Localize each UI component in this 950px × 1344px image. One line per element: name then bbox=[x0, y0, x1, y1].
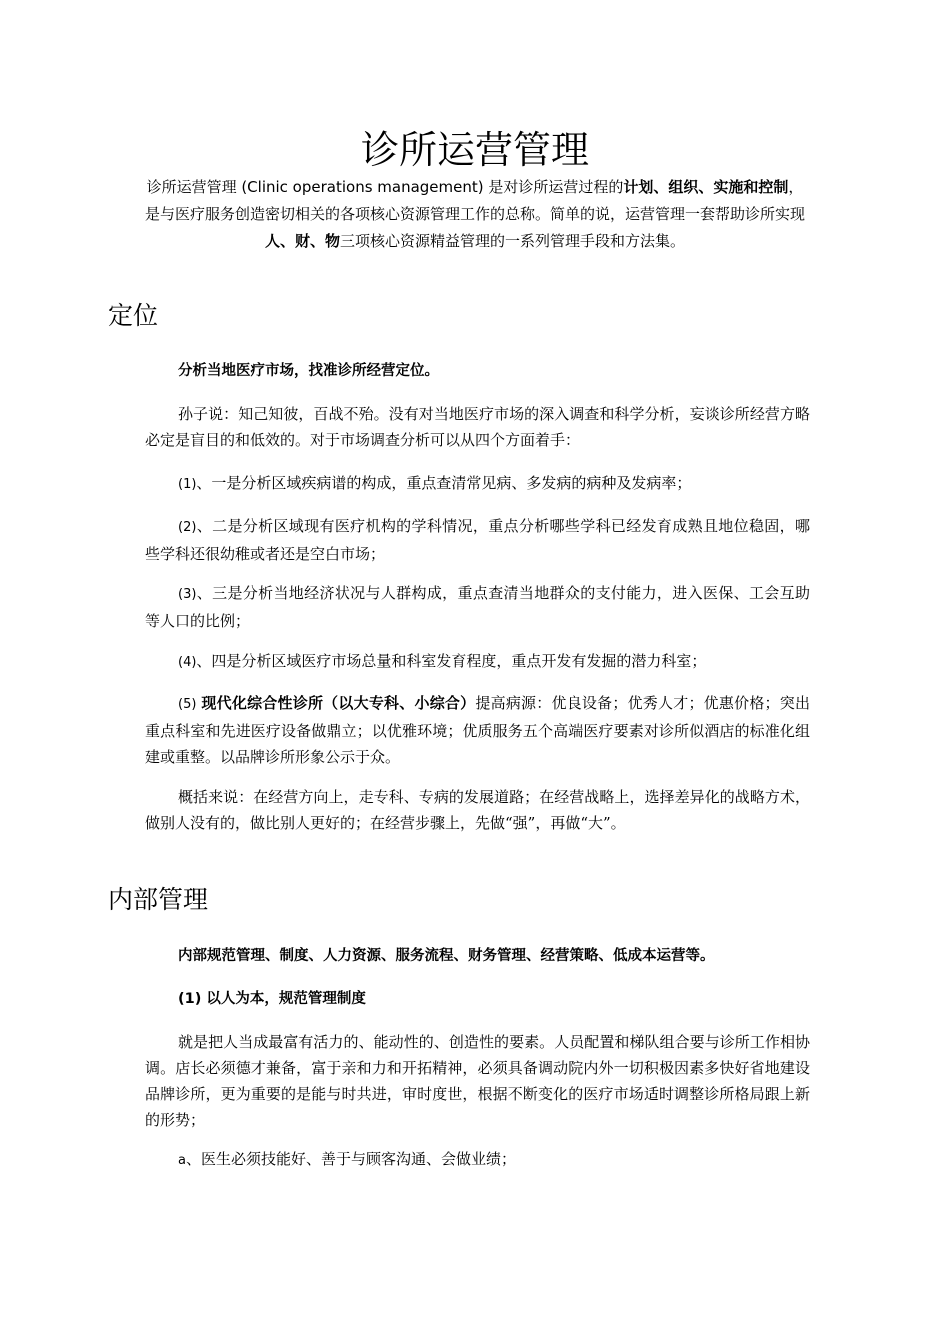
list-item bbox=[145, 1146, 810, 1174]
section1-lead: 分析当地医疗市场，找准诊所经营定位。 bbox=[178, 363, 439, 379]
intro-paragraph bbox=[140, 174, 810, 255]
list-item-number: (1) bbox=[178, 477, 197, 492]
list-item-text: 、医生必须技能好、善于与顾客沟通、会做业绩； bbox=[185, 1150, 516, 1168]
list-item-number: (4) bbox=[178, 655, 197, 670]
intro-text-1: 诊所运营管理 (Clinic operations management) 是对诊所运营过程的 bbox=[146, 178, 624, 196]
list-item-number: (5) bbox=[178, 697, 197, 712]
section1-paragraph: 孙子说：知己知彼，百战不殆。没有对当地医疗市场的深入调查和科学分析，妄谈诊所经营方略必定是盲目的和低效的。对于市场调查分析可以从四个方面着手： bbox=[145, 405, 810, 449]
page-title: 诊所运营管理 bbox=[360, 128, 589, 172]
section-heading-internal-management: 内部管理 bbox=[108, 885, 209, 914]
section2-paragraph: 就是把人当成最富有活力的、能动性的、创造性的要素。人员配置和梯队组合要与诊所工作相协调。店长必须德才兼备，富于亲和力和开拓精神，必须具备调动院内外一切积极因素多快好省地建设品牌诊所，更为重要的是能与时共进，审时度世，根据不断变化的医疗市场适时调整诊所格局跟上新的形势； bbox=[145, 1033, 810, 1129]
list-item-letter: a bbox=[178, 1153, 186, 1168]
intro-text-2: ，是与医疗服务创造密切相关的各项核心资源管理工作的总称。简单的说，运营管理一套帮助诊所实现 bbox=[144, 178, 805, 223]
list-item-text: 、二是分析区域现有医疗机构的学科情况，重点分析哪些学科已经发育成熟且地位稳固，哪些学科还很幼稚或者还是空白市场； bbox=[145, 517, 810, 563]
list-item-number: (3) bbox=[178, 587, 197, 602]
list-item bbox=[145, 690, 810, 770]
list-item bbox=[145, 580, 810, 634]
intro-bold-1: 计划、组织、实施和控制 bbox=[623, 178, 789, 196]
list-item bbox=[145, 470, 810, 498]
list-item-text: 提高病源：优良设备；优秀人才；优惠价格；突出重点科室和先进医疗设备做鼎立；以优雅环境；优质服务五个高端医疗要素对诊所似酒店的标准化组建或重整。以品牌诊所形象公示于众。 bbox=[145, 694, 810, 766]
section2-subheading: (1) 以人为本，规范管理制度 bbox=[178, 991, 366, 1007]
section1-summary: 概括来说：在经营方向上，走专科、专病的发展道路；在经营战略上，选择差异化的战略方术，做别人没有的，做比别人更好的；在经营步骤上，先做“强”，再做“大”。 bbox=[145, 788, 810, 832]
list-item-number: (2) bbox=[178, 520, 197, 535]
list-item-bold: 现代化综合性诊所（以大专科、小综合） bbox=[201, 694, 476, 712]
intro-text-3: 三项核心资源精益管理的一系列管理手段和方法集。 bbox=[340, 232, 686, 250]
section2-lead: 内部规范管理、制度、人力资源、服务流程、财务管理、经营策略、低成本运营等。 bbox=[178, 948, 715, 964]
intro-bold-2: 人、财、物 bbox=[264, 232, 340, 250]
list-item-text: 、一是分析区域疾病谱的构成，重点查清常见病、多发病的病种及发病率； bbox=[196, 474, 692, 492]
section-heading-positioning: 定位 bbox=[108, 301, 159, 330]
list-item-text: 、三是分析当地经济状况与人群构成，重点查清当地群众的支付能力，进入医保、工会互助等人口的比例； bbox=[145, 584, 810, 630]
list-item-text: 、四是分析区域医疗市场总量和科室发育程度，重点开发有发掘的潜力科室； bbox=[196, 652, 707, 670]
list-item bbox=[145, 648, 810, 676]
list-item bbox=[145, 513, 810, 567]
